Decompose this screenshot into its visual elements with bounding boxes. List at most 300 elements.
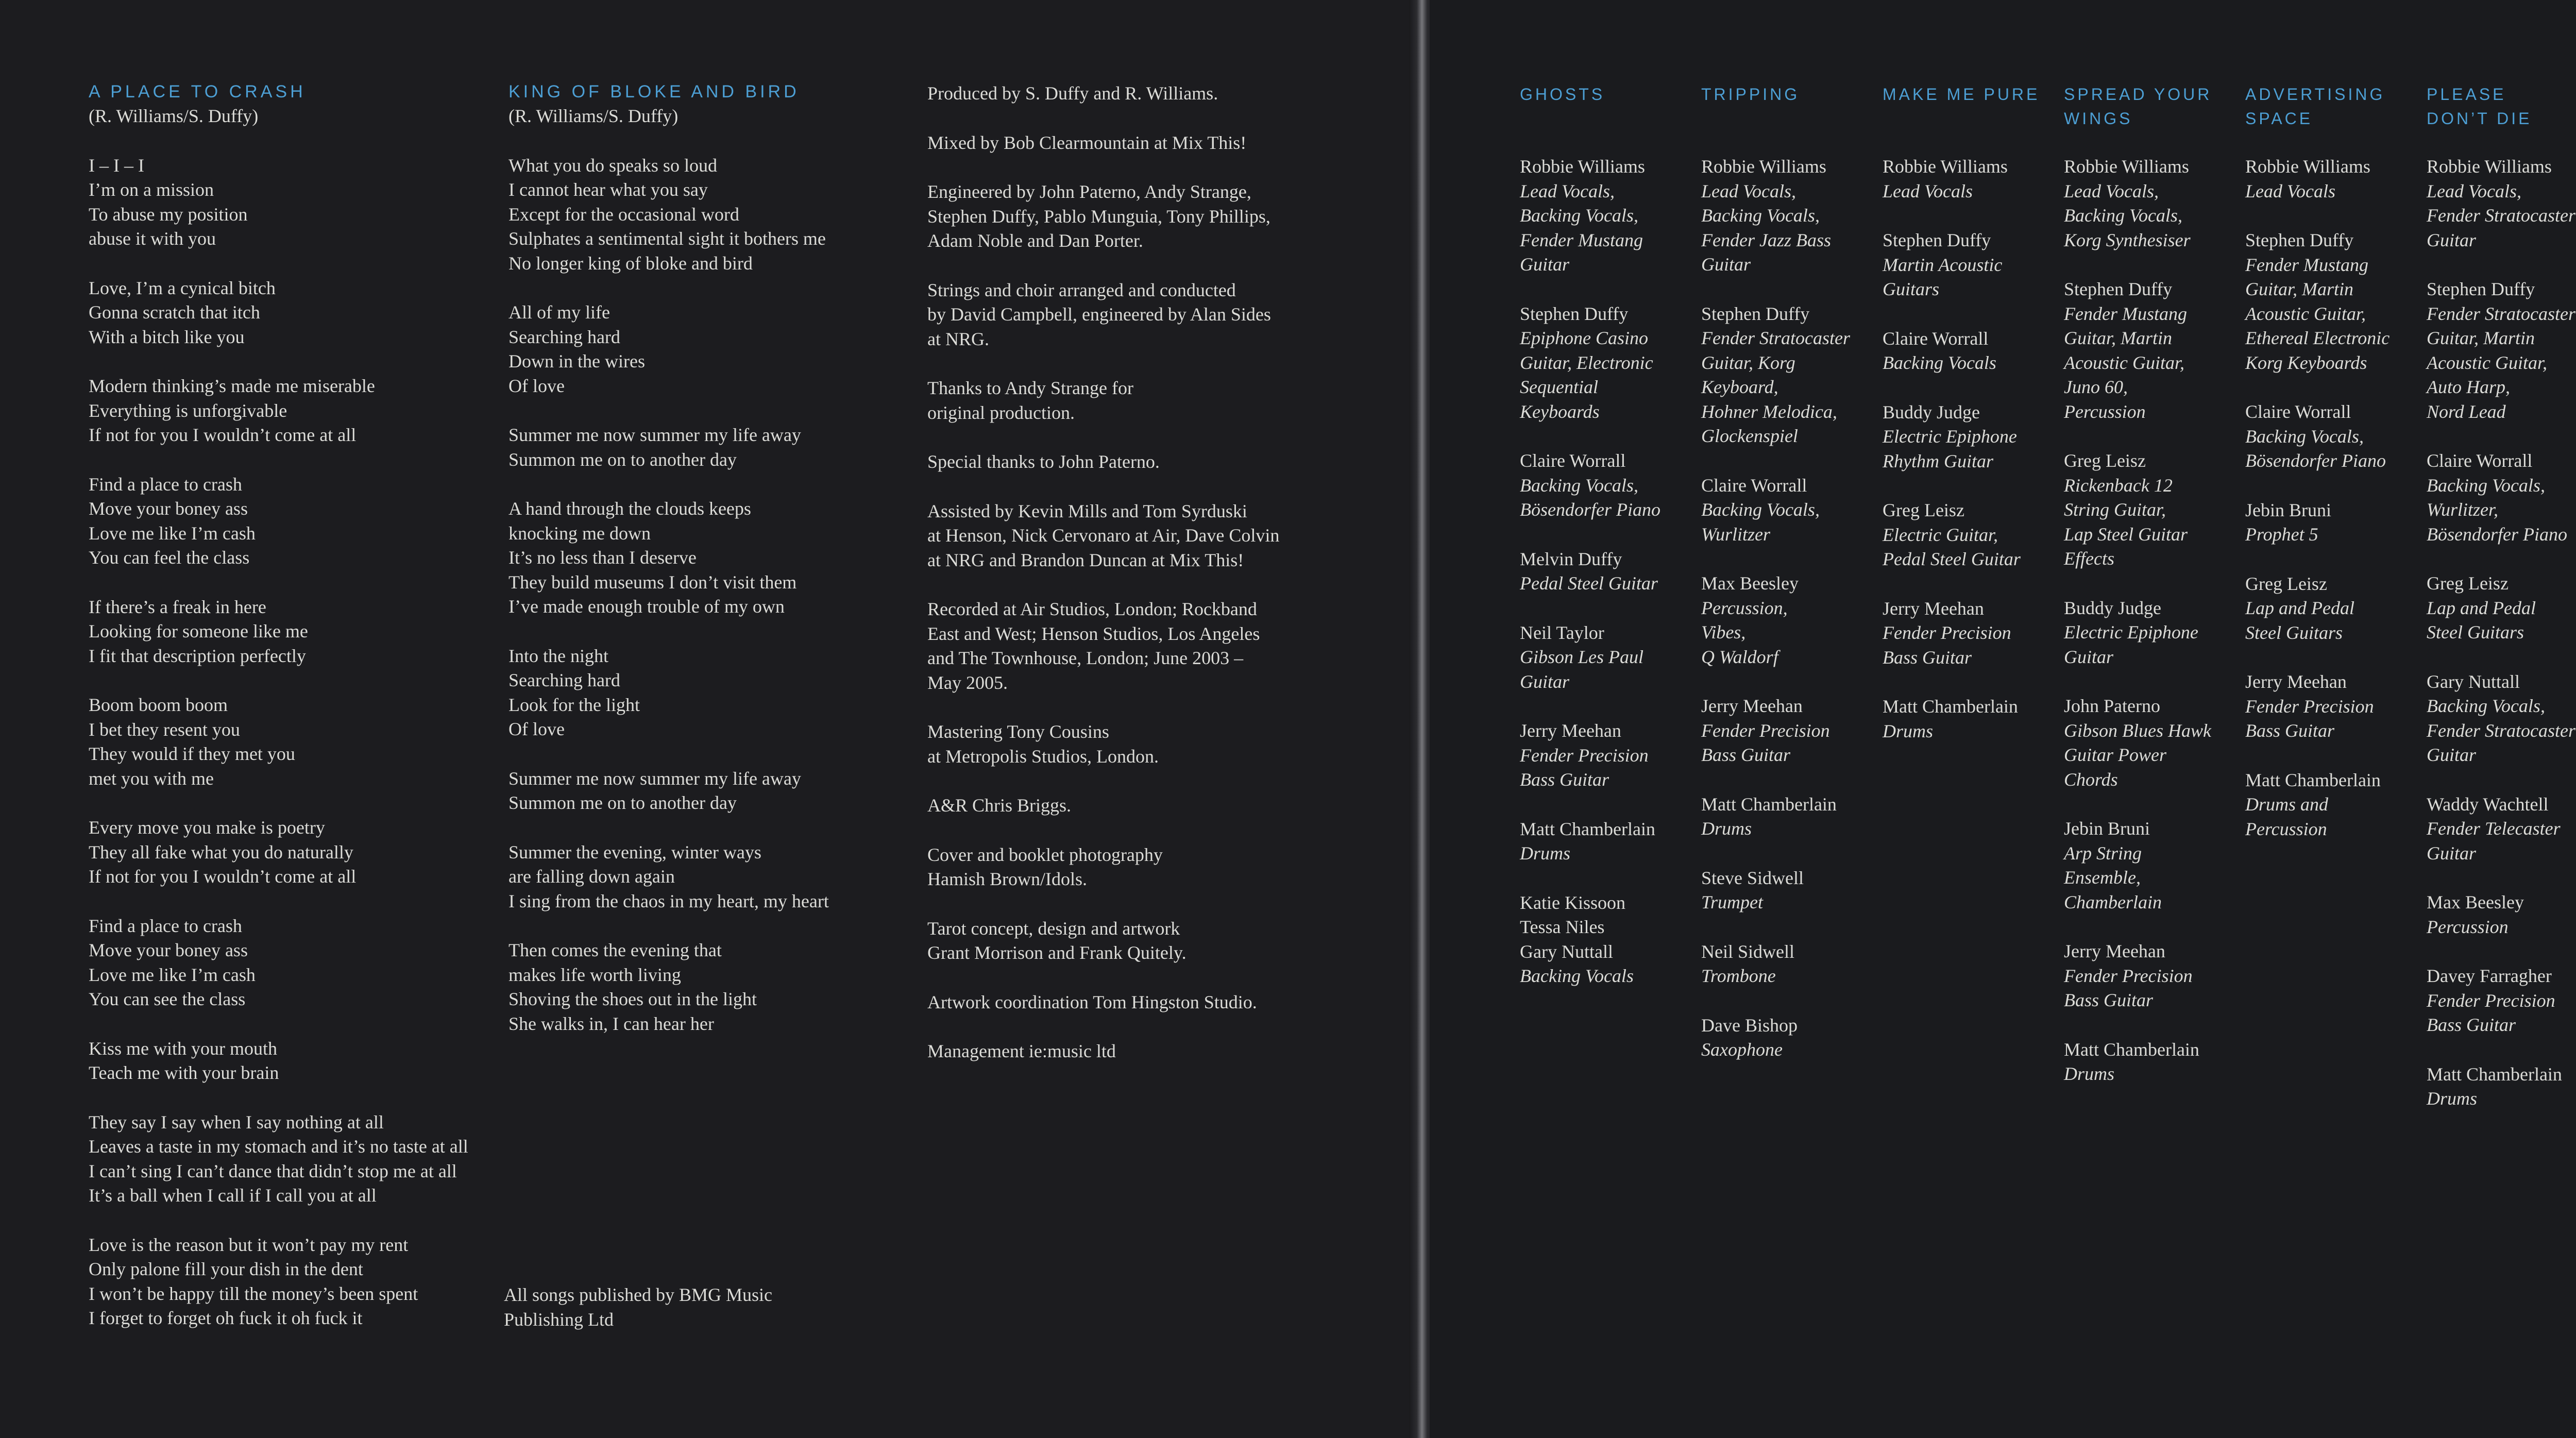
musician-role: Backing Vocals <box>1883 352 1996 373</box>
musician-role: Pedal Steel Guitar <box>1520 573 1658 594</box>
musician-name: Gary Nuttall <box>2427 671 2520 692</box>
musician-role: Backing Vocals, <box>2245 426 2364 447</box>
musician-credit <box>1520 449 1698 522</box>
musician-credit <box>1701 571 1879 669</box>
musician-credit <box>2427 1062 2576 1111</box>
credit-line: at Metropolis Studios, London. <box>927 746 1159 767</box>
musician-credit <box>2427 449 2576 547</box>
musician-credit <box>1520 621 1698 695</box>
musician-role: Prophet 5 <box>2245 524 2318 545</box>
lyric-line: Shoving the shoes out in the light <box>509 989 757 1009</box>
production-credit <box>927 278 1391 352</box>
musician-credit <box>1701 155 1879 277</box>
lyric-line: Except for the occasional word <box>509 204 739 225</box>
credit-line: Mixed by Bob Clearmountain at Mix This! <box>927 132 1247 153</box>
musician-role: Bass Guitar <box>2427 1014 2516 1035</box>
lyric-line: She walks in, I can hear her <box>509 1013 714 1034</box>
musician-name: Max Beesley <box>1701 573 1799 594</box>
musician-role: Guitar, Martin <box>2245 279 2354 299</box>
musician-role: Vibes, <box>1701 622 1746 642</box>
stanza <box>89 276 490 350</box>
lyric-line: Down in the wires <box>509 351 645 371</box>
musician-role: Glockenspiel <box>1701 426 1798 446</box>
musician-name: Robbie Williams <box>2427 156 2552 177</box>
track-title <box>2245 82 2423 155</box>
musician-credit <box>2427 964 2576 1038</box>
lyric-line: I won’t be happy till the money’s been spent <box>89 1283 418 1304</box>
stanza <box>89 1233 490 1331</box>
credit-line: Hamish Brown/Idols. <box>927 869 1087 889</box>
lyric-line: Love, I’m a cynical bitch <box>89 277 276 298</box>
musician-role: Fender Stratocaster <box>2427 303 2575 324</box>
lyric-line: They all fake what you do naturally <box>89 841 353 862</box>
song-writers: (R. Williams/S. Duffy) <box>509 106 679 126</box>
musician-credit <box>1883 695 2060 743</box>
lyric-line: I’m on a mission <box>89 179 214 200</box>
credit-line: original production. <box>927 402 1075 423</box>
lyric-line: No longer king of bloke and bird <box>509 252 753 274</box>
credit-line: Recorded at Air Studios, London; Rockband <box>927 599 1257 619</box>
lyric-line: With a bitch like you <box>89 326 245 347</box>
track-title <box>2427 82 2576 155</box>
production-credit <box>927 597 1391 695</box>
musician-role: Guitar, Electronic <box>1520 352 1653 373</box>
stanza <box>509 300 910 398</box>
credit-line: Grant Morrison and Frank Quitely. <box>927 942 1187 963</box>
musician-credit <box>2245 572 2423 646</box>
musician-role: Rhythm Guitar <box>1883 450 1993 471</box>
lyric-line: Kiss me with your mouth <box>89 1038 277 1059</box>
song-writers: (R. Williams/S. Duffy) <box>89 106 259 126</box>
musician-role: Wurlitzer <box>1701 523 1771 545</box>
musician-credit <box>2427 792 2576 866</box>
musician-name: John Paterno <box>2064 696 2160 716</box>
lyric-line: Then comes the evening that <box>509 940 722 960</box>
musician-credit <box>2064 596 2242 670</box>
lyric-line: Leaves a taste in my stomach and it’s no taste at all <box>89 1136 468 1157</box>
musician-role: Ensemble, <box>2064 867 2141 888</box>
stanza <box>89 1037 490 1086</box>
musician-role: Electric Guitar, <box>1883 524 1998 545</box>
musician-role: Steel Guitars <box>2245 622 2343 643</box>
production-credit <box>927 376 1391 425</box>
lyric-line: Only palone fill your dish in the dent <box>89 1259 363 1279</box>
musician-role: Drums <box>1883 720 1934 741</box>
lyric-line: Everything is unforgivable <box>89 400 287 421</box>
musician-role: Backing Vocals <box>1520 966 1634 986</box>
production-credit <box>927 499 1391 573</box>
musician-credit <box>2064 939 2242 1013</box>
credit-line: at Henson, Nick Cervonaro at Air, Dave Colvin <box>927 525 1280 546</box>
track-title-line: TRIPPING <box>1701 85 1800 104</box>
musician-role: Drums and <box>2245 794 2329 815</box>
musician-role: Fender Precision <box>2427 990 2555 1011</box>
credit-line: Produced by S. Duffy and R. Williams. <box>927 83 1218 104</box>
lyric-line: Looking for someone like me <box>89 621 308 641</box>
production-credit <box>927 990 1391 1015</box>
musician-role: Lap and Pedal <box>2245 598 2354 618</box>
musician-role: Lead Vocals, <box>1520 180 1615 201</box>
musician-credit <box>2245 670 2423 743</box>
musician-credit <box>1520 302 1698 425</box>
musician-role: Backing Vocals, <box>1701 205 1820 226</box>
musician-role: Epiphone Casino <box>1520 328 1648 348</box>
musician-credit <box>2245 155 2423 204</box>
musician-role: Guitar <box>2427 745 2477 765</box>
musician-credit <box>1701 792 1879 841</box>
stanza <box>89 154 490 251</box>
track-title-line: SPACE <box>2245 109 2313 128</box>
stanza <box>89 693 490 791</box>
production-credit <box>927 720 1391 769</box>
musician-role: Backing Vocals, <box>2427 475 2545 496</box>
stanza <box>509 767 910 816</box>
musician-credit <box>1883 400 2060 474</box>
musician-credit <box>2427 277 2576 424</box>
track-title <box>1701 82 1879 155</box>
production-credit <box>927 131 1391 156</box>
stanza <box>509 840 910 914</box>
lyric-line: Sulphates a sentimental sight it bothers me <box>509 228 826 249</box>
musician-role: Percussion <box>2064 401 2146 422</box>
musician-role: Bass Guitar <box>2245 720 2335 741</box>
stanza <box>509 154 910 276</box>
musician-credit <box>1520 891 1698 989</box>
musician-role: Fender Telecaster <box>2427 818 2561 839</box>
musician-name: Matt Chamberlain <box>1701 793 1837 815</box>
musician-name: Stephen Duffy <box>2064 279 2173 299</box>
lyric-line: Summer the evening, winter ways <box>509 841 761 862</box>
credit-line: Thanks to Andy Strange for <box>927 378 1133 398</box>
musician-role: Trombone <box>1701 966 1776 986</box>
musician-role: Bösendorfer Piano <box>2427 523 2567 545</box>
track-credit-column <box>1701 82 1879 1087</box>
musician-role: Gibson Les Paul <box>1520 647 1644 667</box>
track-title <box>1520 82 1698 155</box>
lyric-line: If not for you I wouldn’t come at all <box>89 866 357 887</box>
musician-role: Lead Vocals <box>1883 180 1973 201</box>
musician-name: Neil Sidwell <box>1701 941 1794 962</box>
musician-role: Ethereal Electronic <box>2245 328 2390 348</box>
musician-role: Bass Guitar <box>1520 769 1609 790</box>
credit-line: at NRG. <box>927 328 989 349</box>
stanza <box>89 595 490 669</box>
track-title <box>1883 82 2060 155</box>
musician-role: Acoustic Guitar, <box>2064 352 2184 373</box>
musician-name: Jebin Bruni <box>2245 499 2331 520</box>
musician-credit <box>1701 1013 1879 1062</box>
credit-line: Strings and choir arranged and conducted <box>927 279 1236 300</box>
musician-role: Guitar <box>1701 254 1751 275</box>
credit-line: Adam Noble and Dan Porter. <box>927 230 1143 251</box>
credit-line: Artwork coordination Tom Hingston Studio. <box>927 991 1257 1012</box>
lyric-line: makes life worth living <box>509 964 681 985</box>
lyric-line: Gonna scratch that itch <box>89 302 260 323</box>
musician-name: Greg Leisz <box>2427 573 2509 594</box>
musician-credit <box>1883 327 2060 376</box>
lyrics-body <box>509 154 910 1037</box>
musician-name: Stephen Duffy <box>1520 303 1629 324</box>
musician-name: Greg Leisz <box>1883 500 1964 520</box>
lyric-line: Boom boom boom <box>89 695 228 715</box>
musician-credit <box>2245 768 2423 842</box>
credit-line: May 2005. <box>927 672 1008 693</box>
credit-line: Cover and booklet photography <box>927 844 1163 865</box>
musician-name: Jebin Bruni <box>2064 818 2150 839</box>
musician-role: Drums <box>1701 818 1752 839</box>
musician-name: Jerry Meehan <box>1883 598 1984 619</box>
musician-name: Stephen Duffy <box>1701 303 1810 324</box>
credit-line: Tarot concept, design and artwork <box>927 918 1180 939</box>
credit-line: at NRG and Brandon Duncan at Mix This! <box>927 549 1244 570</box>
musician-name: Davey Farragher <box>2427 966 2552 986</box>
production-credit <box>927 793 1391 818</box>
musician-name: Melvin Duffy <box>1520 548 1622 569</box>
musician-name: Claire Worrall <box>1701 475 1807 496</box>
lyric-line: They would if they met you <box>89 743 295 764</box>
publisher-note <box>504 1283 906 1332</box>
musician-role: Percussion <box>2245 818 2327 839</box>
production-credit <box>927 917 1391 966</box>
musician-role: Lap and Pedal <box>2427 597 2536 618</box>
lyric-line: They build museums I don’t visit them <box>509 571 797 593</box>
musician-role: Korg Keyboards <box>2245 352 2367 373</box>
musician-role: Sequential <box>1520 377 1598 397</box>
musician-role: Korg Synthesiser <box>2064 229 2191 250</box>
track-title-line: WINGS <box>2064 109 2133 128</box>
musician-role: Q Waldorf <box>1701 646 1778 667</box>
musician-credit <box>1520 719 1698 792</box>
lyric-line: Love me like I’m cash <box>89 522 256 544</box>
musician-name: Max Beesley <box>2427 892 2524 912</box>
musician-role: Trumpet <box>1701 892 1764 912</box>
musician-credit <box>1701 694 1879 768</box>
musician-credit <box>1701 302 1879 449</box>
musician-role: Lap Steel Guitar <box>2064 523 2188 545</box>
musician-role: Fender Precision <box>1883 622 2011 643</box>
musician-role: Drums <box>1520 843 1571 864</box>
musician-role: Fender Stratocaster <box>2427 720 2575 741</box>
musician-role: Martin Acoustic <box>1883 254 2003 275</box>
musician-role: Bass Guitar <box>1701 745 1791 765</box>
stanza <box>89 472 490 570</box>
musician-name: Greg Leisz <box>2245 573 2327 594</box>
musician-name: Jerry Meehan <box>2245 671 2347 692</box>
musician-role: Electric Epiphone <box>1883 426 2017 447</box>
stanza <box>509 644 910 742</box>
credit-line: Mastering Tony Cousins <box>927 721 1109 742</box>
lyric-line: I bet they resent you <box>89 719 240 740</box>
musician-role: Effects <box>2064 548 2114 569</box>
musician-credit <box>2427 890 2576 939</box>
stanza <box>89 816 490 889</box>
musician-credit <box>1520 817 1698 866</box>
track-title-line: ADVERTISING <box>2245 85 2385 104</box>
musician-name: Matt Chamberlain <box>1520 818 1655 839</box>
lyric-line: Love is the reason but it won’t pay my rent <box>89 1234 409 1255</box>
track-title-line: DON’T DIE <box>2427 109 2532 128</box>
lyric-line: All of my life <box>509 302 610 323</box>
musician-name: Robbie Williams <box>1701 156 1826 177</box>
lyric-line: If there’s a freak in here <box>89 596 266 617</box>
lyric-line: A hand through the clouds keeps <box>509 498 751 519</box>
musician-role: Lead Vocals, <box>1701 180 1796 201</box>
musician-role: Chords <box>2064 769 2118 790</box>
musician-role: Backing Vocals, <box>1520 205 1638 226</box>
musician-role: Bösendorfer Piano <box>1520 499 1660 520</box>
lyric-line: are falling down again <box>509 866 675 887</box>
production-credit <box>927 1039 1391 1064</box>
lyric-line: Modern thinking’s made me miserable <box>89 376 375 396</box>
lyric-line: If not for you I wouldn’t come at all <box>89 425 357 445</box>
musician-role: Juno 60, <box>2064 377 2128 397</box>
lyric-line: Searching hard <box>509 326 620 347</box>
production-credit <box>927 180 1391 253</box>
musician-role: String Guitar, <box>2064 499 2166 520</box>
musician-credit <box>2245 400 2423 473</box>
track-credit-column <box>1883 82 2060 768</box>
lyric-line: met you with me <box>89 768 214 789</box>
credit-line: A&R Chris Briggs. <box>927 795 1072 816</box>
musician-credit <box>1883 597 2060 670</box>
musician-role: Fender Mustang <box>2064 303 2187 324</box>
musician-name: Waddy Wachtell <box>2427 793 2549 815</box>
stanza <box>509 497 910 619</box>
musician-credit <box>1701 866 1879 915</box>
lyric-line: knocking me down <box>509 522 651 544</box>
musician-name: Claire Worrall <box>2245 401 2351 422</box>
musician-role: Lead Vocals <box>2245 180 2335 201</box>
musician-name: Claire Worrall <box>1883 328 1989 349</box>
musician-role: Bass Guitar <box>1883 647 1972 668</box>
musician-credit <box>2427 571 2576 645</box>
musician-credit <box>1883 498 2060 572</box>
lyric-line: Of love <box>509 375 565 396</box>
production-credit <box>927 450 1391 475</box>
lyric-line: I cannot hear what you say <box>509 179 708 200</box>
lyric-line: abuse it with you <box>89 228 216 249</box>
musician-name: Matt Chamberlain <box>2064 1039 2199 1060</box>
musician-name: Matt Chamberlain <box>1883 696 2018 717</box>
lyric-line: Find a place to crash <box>89 473 242 495</box>
musician-role: Steel Guitars <box>2427 622 2524 642</box>
musician-name: Stephen Duffy <box>2427 279 2535 299</box>
musician-role: Backing Vocals, <box>1520 475 1638 496</box>
lyric-line: Teach me with your brain <box>89 1062 279 1083</box>
musician-name: Matt Chamberlain <box>2427 1063 2562 1085</box>
musician-role: Percussion <box>2427 916 2509 937</box>
musician-role: Fender Mustang <box>2245 254 2368 275</box>
lyric-line: Summer me now summer my life away <box>509 768 801 789</box>
musician-name: Buddy Judge <box>1883 401 1980 422</box>
musician-name: Jerry Meehan <box>2064 941 2165 961</box>
lyrics-body <box>89 154 490 1331</box>
musician-credit <box>2064 694 2242 792</box>
musician-role: Fender Precision <box>2064 965 2193 986</box>
musician-name: Robbie Williams <box>1520 156 1645 177</box>
lyric-line: Move your boney ass <box>89 498 248 519</box>
musician-role: Arp String <box>2064 842 2142 864</box>
musician-name: Robbie Williams <box>2064 156 2189 177</box>
musician-credit <box>2064 155 2242 252</box>
credit-line: by David Campbell, engineered by Alan Sides <box>927 304 1271 325</box>
musician-credit <box>2064 817 2242 915</box>
musician-role: Guitar <box>2064 646 2114 667</box>
track-title-line: MAKE ME PURE <box>1883 85 2040 104</box>
track-title-line: PLEASE <box>2427 85 2506 104</box>
musician-role: Guitar <box>1520 254 1570 275</box>
lyric-line: I – I – I <box>89 155 144 176</box>
musician-role: Guitar Power <box>2064 745 2167 765</box>
musician-role: Guitar <box>2427 229 2477 250</box>
musician-credit <box>1520 155 1698 277</box>
song-lyrics-king-of-bloke-and-bird <box>509 80 910 1036</box>
musician-role: Bass Guitar <box>2064 990 2154 1010</box>
musician-role: Fender Stratocaster <box>2427 205 2575 226</box>
musician-name: Steve Sidwell <box>1701 867 1804 888</box>
musician-name: Katie Kissoon <box>1520 892 1625 913</box>
song-title: KING OF BLOKE AND BIRD <box>509 82 800 101</box>
musician-role: Guitar, Martin <box>2427 328 2535 348</box>
stanza <box>89 914 490 1012</box>
musician-credit <box>2064 449 2242 571</box>
lyric-line: Searching hard <box>509 670 620 690</box>
lyric-line: I can’t sing I can’t dance that didn’t stop me at all <box>89 1160 457 1181</box>
lyric-line: You can feel the class <box>89 547 250 568</box>
musician-role: Drums <box>2427 1088 2478 1109</box>
musician-name: Stephen Duffy <box>2245 230 2354 250</box>
musician-credit <box>1701 940 1879 989</box>
musician-role: Chamberlain <box>2064 891 2162 912</box>
production-credits <box>927 81 1391 1089</box>
musician-name: Greg Leisz <box>2064 450 2146 471</box>
lyric-line: Love me like I’m cash <box>89 964 256 985</box>
musician-role: Fender Jazz Bass <box>1701 229 1831 250</box>
production-credit <box>927 843 1391 892</box>
musician-credit <box>1883 155 2060 204</box>
track-credit-column <box>1520 82 1698 1013</box>
lyric-line: To abuse my position <box>89 204 248 225</box>
musician-role: Saxophone <box>1701 1039 1783 1060</box>
stanza <box>509 423 910 472</box>
musician-role: Gibson Blues Hawk <box>2064 720 2211 741</box>
musician-role: Fender Stratocaster <box>1701 328 1850 348</box>
musician-role: Nord Lead <box>2427 401 2506 422</box>
musician-credit <box>2245 498 2423 547</box>
track-credit-column <box>2427 82 2576 1136</box>
musician-name: Neil Taylor <box>1520 622 1604 643</box>
lyric-line: Summer me now summer my life away <box>509 425 801 445</box>
lyric-line: Move your boney ass <box>89 940 248 960</box>
credit-line: Special thanks to John Paterno. <box>927 451 1160 472</box>
credit-line: Assisted by Kevin Mills and Tom Syrduski <box>927 500 1247 521</box>
musician-role: Guitar, Korg <box>1701 352 1795 373</box>
lyric-line: I forget to forget oh fuck it oh fuck it <box>89 1308 363 1328</box>
credit-line: East and West; Henson Studios, Los Angeles <box>927 623 1260 644</box>
musician-role: Rickenback 12 <box>2064 475 2173 496</box>
credit-line: Stephen Duffy, Pablo Munguia, Tony Phillips, <box>927 206 1270 227</box>
musician-role: Fender Precision <box>1520 745 1649 766</box>
lyric-line: Summon me on to another day <box>509 449 737 470</box>
musician-role: Pedal Steel Guitar <box>1883 549 2021 569</box>
musician-role: Acoustic Guitar, <box>2427 352 2547 373</box>
musician-name: Matt Chamberlain <box>2245 769 2381 790</box>
track-title-line: SPREAD YOUR <box>2064 85 2212 104</box>
musician-role: Wurlitzer, <box>2427 499 2499 520</box>
musician-role: Guitar <box>1520 671 1570 692</box>
musician-role: Keyboards <box>1520 401 1600 422</box>
musician-credit <box>1701 473 1879 547</box>
